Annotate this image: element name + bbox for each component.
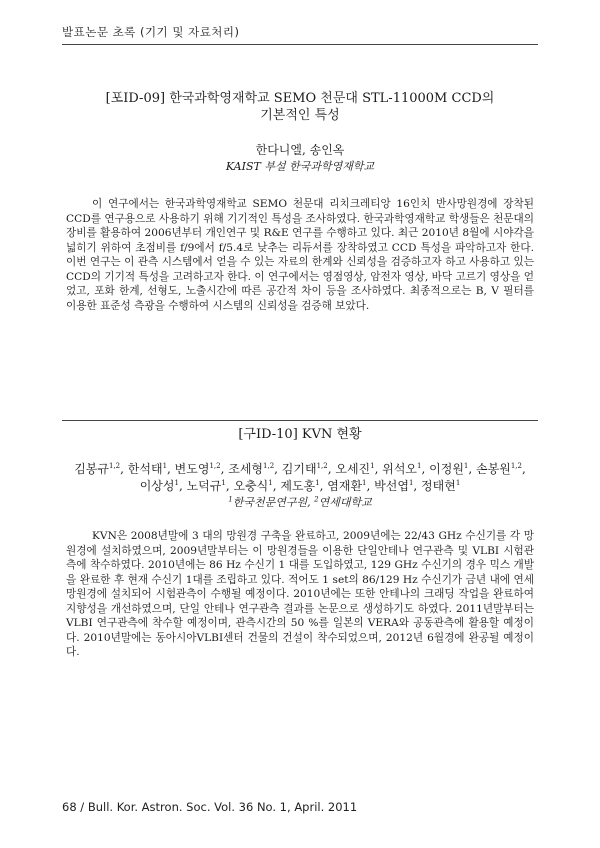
author-row-1: 김봉규$^{1,2}$, 한석태$^1$, 변도영$^{1,2}$, 조세형$^{1,2}$, 김기태$^{1,2}$, 오세진$^1$, 위석오$^1$, 이정원$^1$, 손봉원$^{1,2}$, bbox=[74, 462, 526, 476]
affiliation-marker: 2 bbox=[314, 495, 319, 504]
affiliation-1: 한국천문연구원, bbox=[232, 496, 311, 509]
author-name: 김봉규 bbox=[74, 462, 109, 476]
affiliation-marker: 1 bbox=[228, 495, 233, 504]
author-name: 박선엽 bbox=[374, 479, 409, 493]
author bbox=[421, 479, 460, 493]
author-affiliation-marker: 1 bbox=[417, 462, 422, 470]
author-affiliation-marker: 1,2 bbox=[209, 462, 221, 470]
author-list: 한다니엘, 송인옥 bbox=[255, 143, 345, 157]
author-name: 위석오 bbox=[382, 462, 418, 476]
author-name: 이정원 bbox=[429, 462, 464, 476]
abstract-semo-ccd bbox=[62, 90, 538, 313]
author-name: 제도홍 bbox=[280, 479, 316, 493]
author-name: 한석태 bbox=[127, 462, 163, 476]
affiliation: KAIST 부설 한국과학영재학교 bbox=[225, 160, 375, 173]
author bbox=[74, 462, 120, 476]
author-affiliation-marker: 1,2 bbox=[263, 462, 275, 470]
author-name: 오세진 bbox=[335, 462, 371, 476]
author-affiliation-marker: 1 bbox=[315, 479, 320, 487]
author-name: 정태현 bbox=[421, 479, 456, 493]
section-divider bbox=[62, 420, 538, 421]
abstract-kvn-status bbox=[62, 426, 538, 660]
author bbox=[382, 462, 421, 476]
title-line-1: [구ID-10] KVN 현황 bbox=[238, 427, 362, 442]
page-footer: 68 / Bull. Kor. Astron. Soc. Vol. 36 No. 1, April. 2011 bbox=[62, 800, 358, 814]
affiliation bbox=[62, 495, 538, 511]
author-affiliation-marker: 1 bbox=[362, 479, 367, 487]
author bbox=[175, 462, 221, 476]
author bbox=[233, 479, 272, 493]
author-row-2: 이상성$^1$, 노덕규$^1$, 오충식$^1$, 제도홍$^1$, 염재환$^1$, 박선엽$^1$, 정태현$^1$ bbox=[139, 479, 461, 493]
author-affiliation-marker: 1 bbox=[162, 462, 168, 470]
author-affiliation-marker: 1 bbox=[370, 462, 375, 470]
abstract-body: KVN은 2008년말에 3 대의 망원경 구축을 완료하고, 2009년에는 22/43 GHz 수신기를 각 망원경에 설치하였으며, 2009년말부터는 이 망원경들을 이용한 단일안테나 연구관측 및 VLBI 시험관측에 착수하였다. 2010년에는 86 Hz 수신기 1 대를 도입하였고, 129 GHz 수신기의 경우 믹스 개발을 완료한 후 현재 수신기 1대를 조립하고 있다. 적어도 1 set의 86/129 Hz 수신기가 금년 내에 연세망원경에 설치되어 시험관측이 수행될 예정이다. 2010년에는 또한 안테나의 크래딩 작업을 완료하여 지향성을 개선하였으며, 단일 안테나 연구관측 결과를 논문으로 생성하기도 하였다. 2011년말부터는 VLBI 연구관측에 착수할 예정이며, 관측시간의 50 %를 일본의 VERA와 공동관측에 활용할 예정이다. 2010년말에는 동아시아VLBI센터 건물의 건설이 착수되었으며, 2012년 6월경에 완공될 예정이다. bbox=[66, 530, 534, 658]
affiliation-2: 연세대학교 bbox=[318, 496, 372, 509]
author bbox=[429, 462, 468, 476]
author-affiliation-marker: 1 bbox=[221, 479, 226, 487]
author-affiliation-marker: 1,2 bbox=[316, 462, 328, 470]
running-head: 발표논문 초록 (기기 및 자료처리) bbox=[62, 25, 240, 39]
author bbox=[187, 479, 226, 493]
author bbox=[140, 479, 179, 493]
author bbox=[128, 462, 167, 476]
author-list bbox=[62, 461, 538, 495]
author-name: 이상성 bbox=[139, 479, 175, 493]
author-name: 오충식 bbox=[233, 479, 269, 493]
author bbox=[228, 462, 274, 476]
author-affiliation-marker: 1 bbox=[455, 479, 461, 487]
author-affiliation-marker: 1,2 bbox=[109, 462, 121, 470]
author bbox=[335, 462, 374, 476]
author bbox=[374, 479, 413, 493]
top-rule bbox=[62, 44, 538, 45]
author bbox=[476, 462, 522, 476]
author-name: 염재환 bbox=[327, 479, 363, 493]
title-line-2: 기본적인 특성 bbox=[260, 108, 340, 123]
abstract-title bbox=[62, 426, 538, 443]
author-name: 김기태 bbox=[281, 462, 317, 476]
author-affiliation-marker: 1,2 bbox=[510, 462, 522, 470]
author-name: 손봉원 bbox=[476, 462, 511, 476]
author-affiliation-marker: 1 bbox=[174, 479, 179, 487]
title-line-1: [포ID-09] 한국과학영재학교 SEMO 천문대 STL-11000M CCD의 bbox=[105, 91, 495, 106]
author bbox=[327, 479, 366, 493]
abstract-title bbox=[62, 90, 538, 124]
author-affiliation-marker: 1 bbox=[463, 462, 469, 470]
author bbox=[280, 479, 319, 493]
author-affiliation-marker: 1 bbox=[268, 479, 273, 487]
author-name: 변도영 bbox=[174, 462, 210, 476]
abstract-body: 이 연구에서는 한국과학영재학교 SEMO 천문대 리치크레티앙 16인치 반사망원경에 장착된 CCD를 연구용으로 사용하기 위해 기기적인 특성을 조사하였다. 한국과학영재학교 학생들은 천문대의 장비를 활용하여 2006년부터 개인연구 및 R&E 연구를 수행하고 있다. 최근 2010년 8월에 시야각을 넓히기 위하여 초점비를 f/9에서 f/5.4로 낮추는 리듀서를 장착하였고 CCD 특성을 파악하고자 한다. 이번 연구는 이 관측 시스템에서 얻을 수 있는 자료의 한계와 신뢰성을 검증하고자 하고 사용하고 있는 CCD의 기기적 특성을 고려하고자 한다. 이 연구에서는 영점영상, 암전자 영상, 바닥 고르기 영상을 얻었고, 포화 한계, 선형도, 노출시간에 따른 공간적 차이 등을 조사하였다. 최종적으로는 B, V 필터를 이용한 표준성 측광을 수행하여 시스템의 신뢰성을 검증해 보았다. bbox=[66, 198, 534, 312]
author-affiliation-marker: 1 bbox=[408, 479, 414, 487]
author-name: 조세형 bbox=[228, 462, 264, 476]
author-name: 노덕규 bbox=[186, 479, 222, 493]
author bbox=[282, 462, 328, 476]
